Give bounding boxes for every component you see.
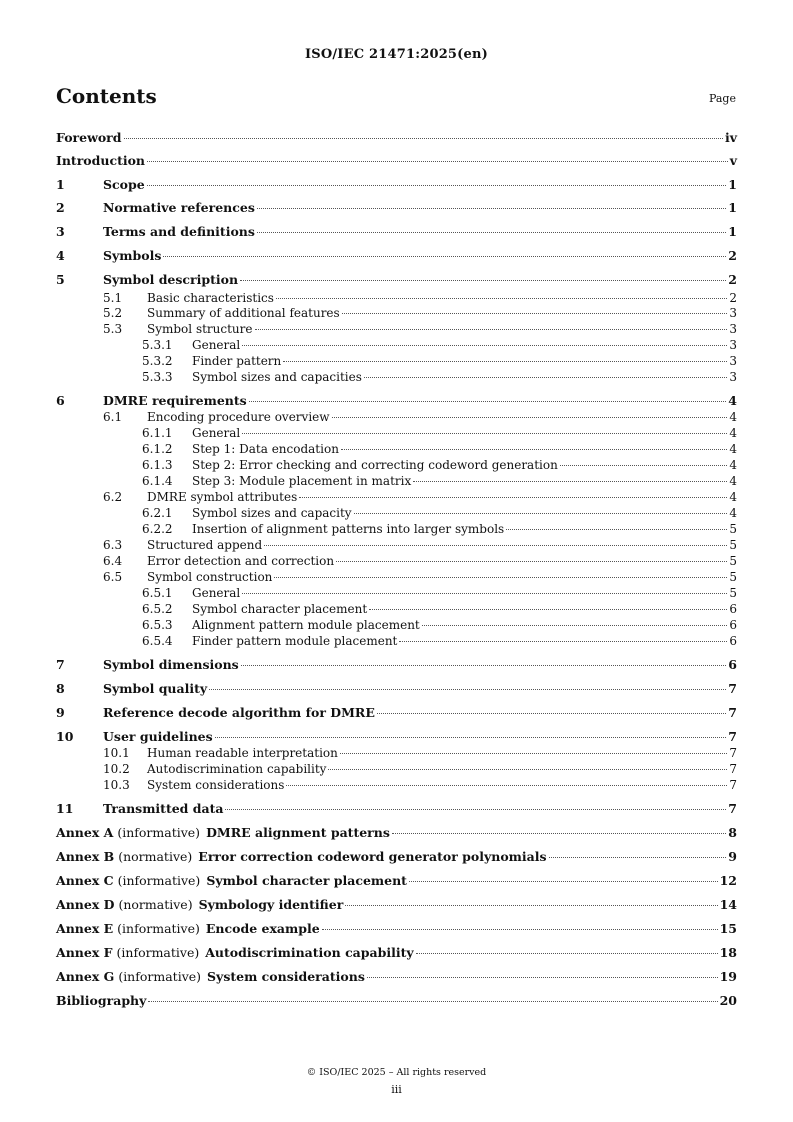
dot-leader — [367, 977, 718, 978]
dot-leader — [422, 625, 728, 626]
toc-entry-number: 5.3.1 — [142, 338, 173, 352]
toc-entry[interactable] — [56, 729, 737, 745]
toc-entry-title: User guidelines — [103, 729, 213, 744]
toc-entry-number: 7 — [56, 657, 65, 672]
toc-entry-page: 3 — [729, 322, 737, 336]
annex-letter: Annex A — [56, 825, 114, 840]
toc-entry-title: General — [192, 586, 241, 600]
footer-page-number: iii — [391, 1083, 402, 1096]
toc-entry-page: 7 — [728, 705, 737, 720]
dot-leader — [147, 161, 728, 162]
toc-entry-number: 10.3 — [103, 778, 130, 792]
dot-leader — [286, 785, 727, 786]
toc-entry-title: General — [192, 338, 241, 352]
toc-entry-number: 6.5 — [103, 570, 123, 584]
toc-entry-number: 6.2 — [103, 490, 123, 504]
toc-entry[interactable] — [56, 272, 737, 288]
toc-entry-title: System considerations — [147, 778, 285, 792]
annex-letter: Annex D — [56, 897, 115, 912]
toc-entry-title: DMRE symbol attributes — [147, 490, 298, 504]
toc-entry-number: 6.1.4 — [142, 474, 173, 488]
toc-entry[interactable] — [56, 489, 737, 505]
toc-entry[interactable] — [56, 553, 737, 569]
toc-entry-title: Symbol character placement — [206, 873, 407, 888]
toc-entry-number: 6.2.1 — [142, 506, 173, 520]
toc-entry[interactable] — [56, 761, 737, 777]
toc-entry-title: Step 2: Error checking and correcting codeword generation — [192, 458, 558, 472]
toc-entry-page: 5 — [729, 522, 737, 536]
toc-entry[interactable] — [56, 537, 737, 553]
dot-leader — [242, 593, 727, 594]
toc-entry-page: 1 — [728, 200, 737, 215]
toc-entry-number: 5.3.2 — [142, 354, 173, 368]
toc-entry[interactable] — [56, 945, 737, 961]
toc-entry-page: 5 — [729, 570, 737, 584]
dot-leader — [345, 905, 717, 906]
toc-entry-page: 5 — [729, 554, 737, 568]
toc-entry-number: 10.1 — [103, 746, 130, 760]
toc-entry-page: 7 — [728, 681, 737, 696]
document-header: ISO/IEC 21471:2025(en) — [304, 47, 489, 62]
toc-entry[interactable] — [56, 585, 737, 601]
toc-entry-title: Reference decode algorithm for DMRE — [103, 705, 375, 720]
toc-entry-number: 10 — [56, 729, 74, 744]
toc-entry[interactable] — [56, 633, 737, 649]
toc-entry-page: 12 — [719, 873, 737, 888]
toc-entry-number: 6.1.2 — [142, 442, 173, 456]
toc-entry-title: Symbol description — [103, 272, 239, 287]
toc-entry-title: Foreword — [56, 130, 122, 145]
toc-entry[interactable] — [56, 849, 737, 865]
toc-entry-page: 3 — [729, 338, 737, 352]
toc-entry-title: Terms and definitions — [103, 224, 255, 239]
toc-entry[interactable] — [56, 153, 737, 169]
toc-entry-number: 6.5.3 — [142, 618, 173, 632]
toc-entry-number: 6 — [56, 393, 65, 408]
toc-entry-title: Autodiscrimination capability — [147, 762, 327, 776]
toc-entry-number: 5.2 — [103, 306, 123, 320]
toc-entry-number: 3 — [56, 224, 65, 239]
toc-entry[interactable] — [56, 521, 737, 537]
toc-entry[interactable] — [56, 130, 737, 146]
dot-leader — [341, 449, 727, 450]
toc-entry-title: Symbol dimensions — [103, 657, 239, 672]
toc-entry[interactable] — [56, 617, 737, 633]
toc-entry[interactable] — [56, 200, 737, 216]
toc-entry-title: Symbol construction — [147, 570, 273, 584]
toc-entry[interactable] — [56, 705, 737, 721]
toc-entry[interactable] — [56, 353, 737, 369]
toc-entry[interactable] — [56, 290, 737, 306]
toc-entry[interactable] — [56, 248, 737, 264]
dot-leader — [257, 232, 726, 233]
annex-type: (informative) — [118, 969, 202, 984]
toc-entry-page: 5 — [729, 586, 737, 600]
toc-entry-title: Symbol sizes and capacities — [192, 370, 362, 384]
toc-entry[interactable] — [56, 409, 737, 425]
toc-entry-title: Bibliography — [56, 993, 147, 1008]
dot-leader — [377, 713, 726, 714]
toc-entry-page: 1 — [728, 224, 737, 239]
toc-entry-number: 6.1.1 — [142, 426, 173, 440]
toc-entry-number: 6.4 — [103, 554, 123, 568]
toc-entry-title: Finder pattern — [192, 354, 282, 368]
toc-entry-page: 4 — [728, 393, 737, 408]
dot-leader — [369, 609, 727, 610]
annex-type: (normative) — [118, 897, 193, 912]
toc-entry-page: 2 — [728, 248, 737, 263]
annex-type: (normative) — [118, 849, 193, 864]
toc-entry-page: 14 — [719, 897, 737, 912]
toc-entry-number: 5.3 — [103, 322, 123, 336]
toc-entry-page: 15 — [719, 921, 737, 936]
toc-entry-page: 7 — [729, 746, 737, 760]
toc-entry-page: 19 — [719, 969, 737, 984]
toc-entry-page: 6 — [729, 602, 737, 616]
annex-type: (informative) — [117, 825, 201, 840]
dot-leader — [242, 345, 727, 346]
toc-entry[interactable] — [56, 224, 737, 240]
toc-entry-title: Symbol sizes and capacity — [192, 506, 352, 520]
toc-entry-title: Symbols — [103, 248, 162, 263]
toc-entry-number: 5.1 — [103, 291, 123, 305]
toc-entry-title: Symbol character placement — [192, 602, 368, 616]
dot-leader — [332, 417, 728, 418]
toc-entry-page: 6 — [729, 634, 737, 648]
toc-entry-number: 6.2.2 — [142, 522, 173, 536]
dot-leader — [336, 561, 727, 562]
toc-entry-number: 11 — [56, 801, 74, 816]
toc-entry[interactable] — [56, 569, 737, 585]
toc-entry[interactable] — [56, 305, 737, 321]
dot-leader — [240, 280, 726, 281]
toc-entry-page: v — [729, 153, 737, 168]
dot-leader — [283, 361, 727, 362]
page-title: Contents — [56, 84, 157, 108]
toc-entry[interactable] — [56, 801, 737, 817]
toc-entry-title: Step 1: Data encodation — [192, 442, 339, 456]
toc-entry-number: 4 — [56, 248, 65, 263]
toc-entry-page: 20 — [719, 993, 737, 1008]
dot-leader — [364, 377, 727, 378]
dot-leader — [549, 857, 727, 858]
toc-entry[interactable] — [56, 505, 737, 521]
toc-entry-page: 7 — [728, 729, 737, 744]
toc-entry-title: Introduction — [56, 153, 146, 168]
annex-letter: Annex C — [56, 873, 114, 888]
toc-entry-page: 2 — [728, 272, 737, 287]
toc-entry[interactable] — [56, 473, 737, 489]
dot-leader — [409, 881, 718, 882]
dot-leader — [242, 433, 727, 434]
toc-entry-page: 4 — [729, 426, 737, 440]
annex-letter: Annex E — [56, 921, 114, 936]
footer-copyright: © ISO/IEC 2025 – All rights reserved — [306, 1067, 487, 1078]
toc-entry-title: Encode example — [205, 921, 320, 936]
toc-entry-page: 3 — [729, 354, 737, 368]
annex-letter: Annex B — [56, 849, 115, 864]
toc-entry-title: Normative references — [103, 200, 255, 215]
toc-entry[interactable] — [56, 601, 737, 617]
toc-entry-page: 6 — [729, 618, 737, 632]
toc-entry-page: 18 — [719, 945, 737, 960]
dot-leader — [354, 513, 728, 514]
toc-entry-page: 7 — [728, 801, 737, 816]
dot-leader — [215, 737, 727, 738]
toc-entry[interactable] — [56, 337, 737, 353]
toc-entry-page: 7 — [729, 762, 737, 776]
toc-entry-number: 6.1 — [103, 410, 123, 424]
toc-entry-number: 6.5.4 — [142, 634, 173, 648]
toc-entry-title: Transmitted data — [103, 801, 224, 816]
toc-entry-number: 6.1.3 — [142, 458, 173, 472]
annex-type: (informative) — [117, 921, 200, 936]
toc-entry-number: 6.3 — [103, 538, 123, 552]
dot-leader — [249, 401, 727, 402]
toc-entry-number: 5 — [56, 272, 65, 287]
toc-entry-page: 1 — [728, 177, 737, 192]
toc-entry[interactable] — [56, 993, 737, 1009]
toc-entry-page: 9 — [728, 849, 737, 864]
toc-entry-title: Finder pattern module placement — [192, 634, 398, 648]
dot-leader — [163, 256, 726, 257]
toc-entry-number: 6.5.1 — [142, 586, 173, 600]
annex-type: (informative) — [116, 945, 200, 960]
toc-entry[interactable] — [56, 425, 737, 441]
dot-leader — [255, 329, 728, 330]
page-column-label: Page — [708, 92, 736, 105]
toc-entry-title: Symbol structure — [147, 322, 253, 336]
toc-entry-title: Human readable interpretation — [147, 746, 338, 760]
dot-leader — [257, 208, 726, 209]
toc-entry[interactable] — [56, 369, 737, 385]
toc-entry-page: 6 — [728, 657, 737, 672]
annex-type: (informative) — [117, 873, 201, 888]
toc-entry-title: Error correction codeword generator polynomials — [198, 849, 547, 864]
toc-entry-number: 9 — [56, 705, 65, 720]
dot-leader — [399, 641, 727, 642]
toc-entry[interactable] — [56, 825, 737, 841]
toc-entry-title: Insertion of alignment patterns into larger symbols — [192, 522, 505, 536]
toc-entry-title: Autodiscrimination capability — [205, 945, 414, 960]
toc-entry-title: System considerations — [207, 969, 365, 984]
dot-leader — [264, 545, 727, 546]
dot-leader — [276, 298, 727, 299]
dot-leader — [241, 665, 727, 666]
toc-entry[interactable] — [56, 457, 737, 473]
dot-leader — [209, 689, 726, 690]
toc-entry[interactable] — [56, 441, 737, 457]
toc-entry-number: 1 — [56, 177, 65, 192]
toc-entry-title: Symbol quality — [103, 681, 208, 696]
toc-entry-title: General — [192, 426, 241, 440]
toc-entry-page: 4 — [729, 506, 737, 520]
toc-entry[interactable] — [56, 897, 737, 913]
toc-entry-page: 4 — [729, 458, 737, 472]
dot-leader — [225, 809, 726, 810]
toc-entry-title: Encoding procedure overview — [147, 410, 330, 424]
toc-entry-page: 8 — [728, 825, 737, 840]
toc-entry-page: 3 — [729, 306, 737, 320]
toc-entry-title: Alignment pattern module placement — [192, 618, 420, 632]
dot-leader — [328, 769, 727, 770]
annex-letter: Annex G — [56, 969, 115, 984]
toc-entry-title: Symbology identifier — [198, 897, 344, 912]
dot-leader — [274, 577, 727, 578]
toc-entry-title: Basic characteristics — [147, 291, 274, 305]
toc-entry-page: 2 — [729, 291, 737, 305]
toc-entry[interactable] — [56, 921, 737, 937]
annex-letter: Annex F — [56, 945, 113, 960]
dot-leader — [322, 929, 718, 930]
dot-leader — [560, 465, 728, 466]
toc-entry-page: 3 — [729, 370, 737, 384]
dot-leader — [124, 138, 723, 139]
toc-entry-page: 4 — [729, 490, 737, 504]
toc-entry[interactable] — [56, 969, 737, 985]
dot-leader — [147, 185, 727, 186]
dot-leader — [392, 833, 726, 834]
dot-leader — [342, 313, 728, 314]
toc-entry-number: 8 — [56, 681, 65, 696]
toc-entry-number: 6.5.2 — [142, 602, 173, 616]
toc-entry[interactable] — [56, 777, 737, 793]
toc-entry-title: Step 3: Module placement in matrix — [192, 474, 412, 488]
toc-entry[interactable] — [56, 393, 737, 409]
toc-entry[interactable] — [56, 177, 737, 193]
dot-leader — [413, 481, 727, 482]
toc-entry-number: 5.3.3 — [142, 370, 173, 384]
toc-entry-title: Error detection and correction — [147, 554, 335, 568]
toc-entry-number: 2 — [56, 200, 65, 215]
toc-entry-title: Summary of additional features — [147, 306, 340, 320]
dot-leader — [340, 753, 727, 754]
toc-entry-page: 4 — [729, 410, 737, 424]
dot-leader — [416, 953, 718, 954]
toc-entry[interactable] — [56, 745, 737, 761]
toc-entry-title: DMRE requirements — [103, 393, 247, 408]
toc-entry-page: 5 — [729, 538, 737, 552]
toc-entry-title: Structured append — [147, 538, 263, 552]
toc-entry[interactable] — [56, 657, 737, 673]
toc-entry[interactable] — [56, 873, 737, 889]
toc-entry-page: 7 — [729, 778, 737, 792]
toc-entry-page: iv — [724, 130, 737, 145]
toc-entry-title: Scope — [103, 177, 145, 192]
toc-entry-number: 10.2 — [103, 762, 130, 776]
toc-entry-page: 4 — [729, 474, 737, 488]
toc-entry-page: 4 — [729, 442, 737, 456]
dot-leader — [506, 529, 727, 530]
toc-entry-title: DMRE alignment patterns — [206, 825, 390, 840]
toc-entry[interactable] — [56, 321, 737, 337]
dot-leader — [299, 497, 727, 498]
toc-entry[interactable] — [56, 681, 737, 697]
dot-leader — [148, 1001, 717, 1002]
